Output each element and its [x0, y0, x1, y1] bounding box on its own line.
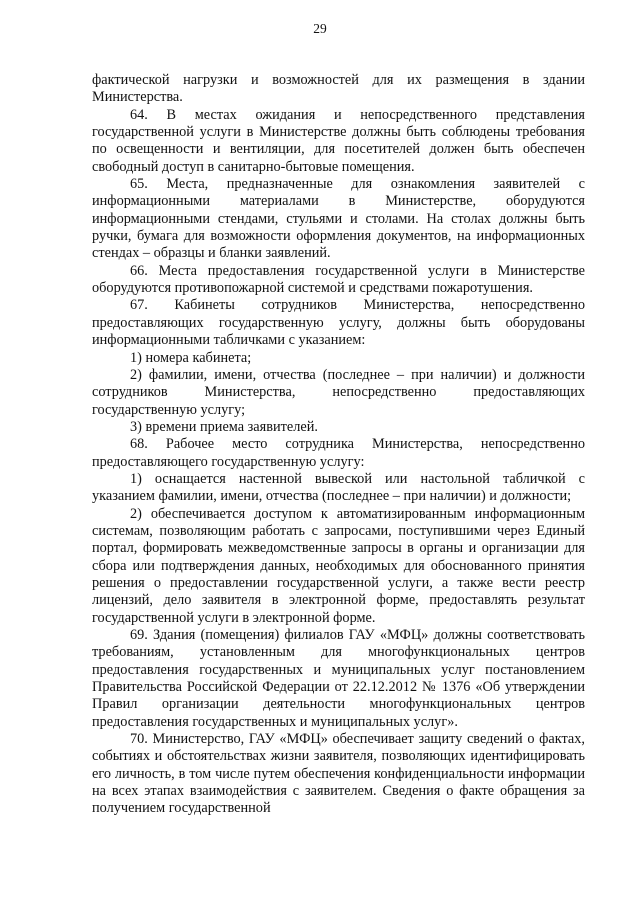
list-item-67-3: 3) времени приема заявителей. — [130, 418, 318, 435]
document-body — [92, 72, 585, 818]
paragraph-70: 70. Министерство, ГАУ «МФЦ» обеспечивает защиту сведений о фактах, событиях и обстоятельствах жизни заявителя, позволяющих идентифицировать его личность, в том числе путем обеспечения конфиденциальности информации на всех этапах взаимодействия с заявителем. Сведения о факте обращения за получением государственной — [92, 731, 585, 817]
list-item-67-2: 2) фамилии, имени, отчества (последнее – при наличии) и должности сотрудников Министерства, непосредственно предоставляющих государственную услугу; — [92, 366, 585, 418]
paragraph-67: 67. Кабинеты сотрудников Министерства, непосредственно предоставляющих государственную услугу, должны быть оборудованы информационными табличками с указанием: — [92, 297, 585, 349]
paragraph-69: 69. Здания (помещения) филиалов ГАУ «МФЦ» должны соответствовать требованиям, установленным для многофункциональных центров предоставления государственных и муниципальных услуг постановлением Правительства Российской Федерации от 22.12.2012 № 1376 «Об утверждении Правил организации деятельности многофункциональных центров предоставления государственных и муниципальных услуг». — [92, 627, 585, 730]
paragraph-68: 68. Рабочее место сотрудника Министерства, непосредственно предоставляющего государственную услугу: — [92, 436, 585, 470]
paragraph-64: 64. В местах ожидания и непосредственного представления государственной услуги в Министерстве должны быть соблюдены требования по освещенности и вентиляции, для посетителей должен быть обеспечен свободный доступ в санитарно-бытовые помещения. — [92, 106, 585, 175]
paragraph-65: 65. Места, предназначенные для ознакомления заявителей с информационными материалами в Министерстве, оборудуются информационными стендами, стульями и столами. На столах должны быть ручки, бумага для возможности оформления документов, на информационных стендах – образцы и бланки заявлений. — [92, 176, 585, 262]
page-number: 29 — [313, 21, 327, 36]
paragraph-continuation: фактической нагрузки и возможностей для их размещения в здании Министерства. — [92, 72, 585, 106]
list-item-67-1: 1) номера кабинета; — [130, 349, 252, 366]
paragraph-66: 66. Места предоставления государственной услуги в Министерстве оборудуются противопожарной системой и средствами пожаротушения. — [92, 262, 585, 297]
list-item-68-2: 2) обеспечивается доступом к автоматизированным информационным системам, позволяющим работать с запросами, поступившими через Единый портал, формировать межведомственные запросы в органы и организации для сбора или подтверждения данных, необходимых для обоснованного принятия решения о предоставлении государственной услуги, а также вести реестр лицензий, дело заявителя в электронной форме, предоставлять результат государственной услуги в электронной форме. — [92, 505, 585, 626]
list-item-68-1: 1) оснащается настенной вывеской или настольной табличкой с указанием фамилии, имени, отчества (последнее – при наличии) и должности; — [92, 470, 585, 505]
